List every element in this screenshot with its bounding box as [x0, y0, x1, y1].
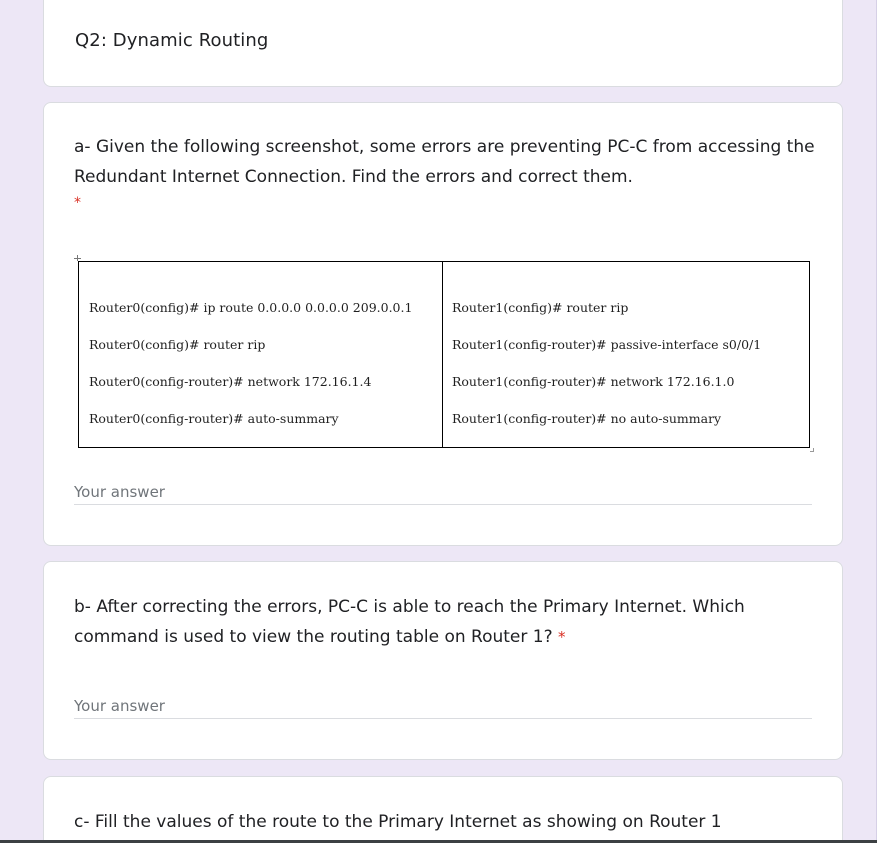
- router1-config-line: Router1(config)# router rip: [452, 300, 629, 315]
- table-corner-mark-bottom: [810, 448, 814, 452]
- router-config-table: [78, 261, 810, 448]
- section-title: Q2: Dynamic Routing: [75, 30, 269, 51]
- router1-config-line: Router1(config-router)# no auto-summary: [452, 411, 722, 426]
- question-c-card: [43, 776, 843, 843]
- required-asterisk: *: [558, 628, 566, 646]
- question-a-text: [74, 132, 819, 192]
- router0-config-line: Router0(config)# router rip: [89, 337, 266, 352]
- question-c-label: c- Fill the values of the route to the Primary Internet as showing on Router 1: [74, 812, 722, 832]
- question-a-label: a- Given the following screenshot, some errors are preventing PC-C from accessing the Redundant Internet Connection. Find the errors and correct them.: [74, 137, 815, 187]
- router1-config-line: Router1(config-router)# network 172.16.1.0: [452, 374, 735, 389]
- question-a-card: [43, 102, 843, 546]
- question-b-label: b- After correcting the errors, PC-C is able to reach the Primary Internet. Which command is used to view the routing table on Router 1?: [74, 597, 745, 647]
- question-c-text: [74, 807, 819, 837]
- router1-config-line: Router1(config-router)# passive-interface s0/0/1: [452, 337, 762, 352]
- router1-config-column: [443, 262, 809, 447]
- question-b-card: [43, 561, 843, 760]
- question-b-text: [74, 592, 819, 652]
- required-asterisk: *: [74, 195, 81, 211]
- router0-config-line: Router0(config-router)# network 172.16.1.4: [89, 374, 372, 389]
- section-title-card: [43, 0, 843, 87]
- question-b-answer-input[interactable]: [74, 693, 812, 719]
- router0-config-column: [79, 262, 443, 447]
- question-a-answer-input[interactable]: [74, 479, 812, 505]
- router0-config-line: Router0(config-router)# auto-summary: [89, 411, 339, 426]
- router0-config-line: Router0(config)# ip route 0.0.0.0 0.0.0.0 209.0.0.1: [89, 300, 413, 315]
- router-config-screenshot: [78, 261, 810, 448]
